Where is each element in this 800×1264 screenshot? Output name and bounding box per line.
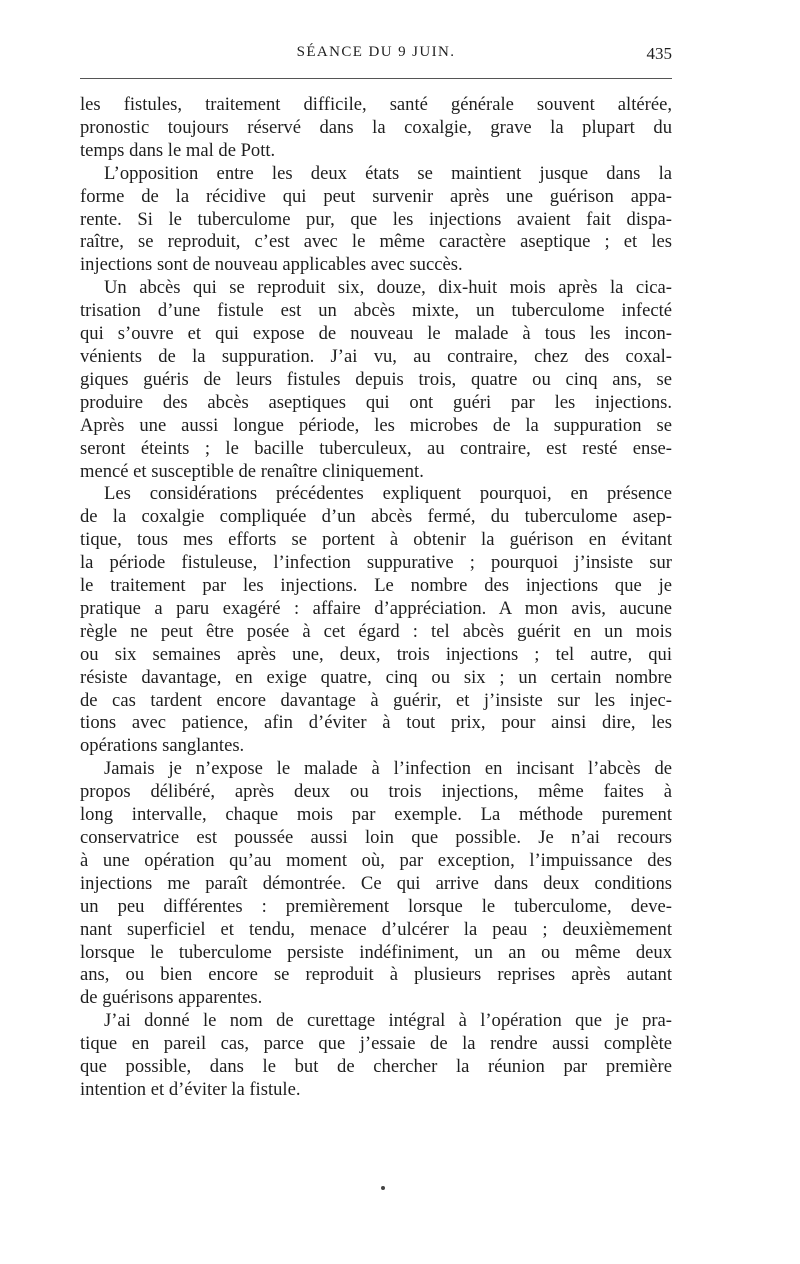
body-text (80, 94, 672, 1102)
text-line: J’ai donné le nom de curettage intégral à l’opération que je pra- (104, 1010, 672, 1032)
text-line: propos délibéré, après deux ou trois injections, même faites à (80, 781, 672, 803)
paragraph (80, 1010, 672, 1102)
paragraph (80, 94, 672, 163)
paragraph (80, 163, 672, 278)
running-title: SÉANCE DU 9 JUIN. (296, 44, 456, 60)
text-line: giques guéris de leurs fistules depuis trois, quatre ou cinq ans, se (80, 368, 672, 390)
text-line: produire des abcès aseptiques qui ont guéri par les injections. (80, 391, 672, 413)
text-line: de la coxalgie compliquée d’un abcès fermé, du tuberculome asep- (80, 506, 672, 528)
text-line: long intervalle, chaque mois par exemple. La méthode purement (80, 804, 672, 826)
paragraph (80, 277, 672, 483)
text-line: conservatrice est poussée aussi loin que possible. Je n’ai recours (80, 827, 672, 848)
text-line: trisation d’une fistule est un abcès mixte, un tuberculome infecté (80, 300, 672, 322)
text-line: tique, tous mes efforts se portent à obtenir la guérison en évitant (80, 529, 672, 551)
text-line: lorsque le tuberculome persiste indéfiniment, un an ou même deux (80, 941, 672, 963)
text-line: un peu différentes : premièrement lorsque le tuberculome, deve- (80, 895, 672, 917)
page-header (80, 44, 672, 72)
text-line: Les considérations précédentes expliquent pourquoi, en présence (104, 483, 672, 505)
text-line: le traitement par les injections. Le nombre des injections que je (80, 575, 672, 597)
text-line: règle ne peut être posée à cet égard : tel abcès guérit en un mois (80, 620, 672, 642)
text-line: injections me paraît démontrée. Ce qui arrive dans deux conditions (80, 872, 672, 894)
text-line: pronostic toujours réservé dans la coxalgie, grave la plupart du (80, 116, 672, 138)
text-line: seront éteints ; le bacille tuberculeux, au contraire, est resté ense- (80, 437, 672, 459)
text-line: nant superficiel et tendu, menace d’ulcérer la peau ; deuxièmement (80, 918, 672, 940)
text-line: résiste davantage, en exige quatre, cinq ou six ; un certain nombre (80, 666, 672, 688)
page-number: 435 (646, 44, 672, 63)
text-line: raître, se reproduit, c’est avec le même caractère aseptique ; et les (80, 231, 672, 253)
text-line: temps dans le mal de Pott. (80, 139, 276, 161)
text-line: tions avec patience, afin d’éviter à tout prix, pour ainsi dire, les (80, 712, 672, 734)
text-line: Après une aussi longue période, les microbes de la suppuration se (80, 414, 672, 436)
paragraph (80, 758, 672, 1010)
text-line: mencé et susceptible de renaître cliniquement. (80, 460, 424, 482)
text-line: que possible, dans le but de chercher la réunion par première (80, 1056, 672, 1078)
text-line: L’opposition entre les deux états se maintient jusque dans la (104, 162, 672, 184)
ink-dot (381, 1186, 385, 1190)
text-line: opérations sanglantes. (80, 735, 245, 757)
paragraph (80, 483, 672, 758)
text-line: les fistules, traitement difficile, santé générale souvent altérée, (80, 94, 672, 115)
text-line: Jamais je n’expose le malade à l’infection en incisant l’abcès de (104, 758, 672, 780)
text-line: intention et d’éviter la fistule. (80, 1078, 301, 1100)
text-line: injections sont de nouveau applicables avec succès. (80, 254, 463, 276)
text-line: vénients de la suppuration. J’ai vu, au contraire, chez des coxal- (80, 345, 672, 367)
text-line: la période fistuleuse, l’infection suppurative ; pourquoi j’insiste sur (80, 552, 672, 574)
text-line: à une opération qu’au moment où, par exception, l’impuissance des (80, 849, 672, 871)
text-line: rente. Si le tuberculome pur, que les injections avaient fait dispa- (80, 208, 672, 230)
text-line: pratique a paru exagéré : affaire d’appréciation. A mon avis, aucune (80, 597, 672, 619)
text-line: de guérisons apparentes. (80, 987, 263, 1009)
text-line: qui s’ouvre et qui expose de nouveau le malade à tous les incon- (80, 323, 672, 345)
text-line: ans, ou bien encore se reproduit à plusieurs reprises après autant (80, 964, 672, 986)
text-line: forme de la récidive qui peut survenir après une guérison appa- (80, 185, 672, 207)
text-line: tique en pareil cas, parce que j’essaie de la rendre aussi complète (80, 1033, 672, 1055)
text-line: Un abcès qui se reproduit six, douze, dix-huit mois après la cica- (104, 277, 672, 299)
text-line: ou six semaines après une, deux, trois injections ; tel autre, qui (80, 643, 672, 665)
header-rule (80, 78, 672, 79)
text-line: de cas tardent encore davantage à guérir, et j’insiste sur les injec- (80, 689, 672, 711)
